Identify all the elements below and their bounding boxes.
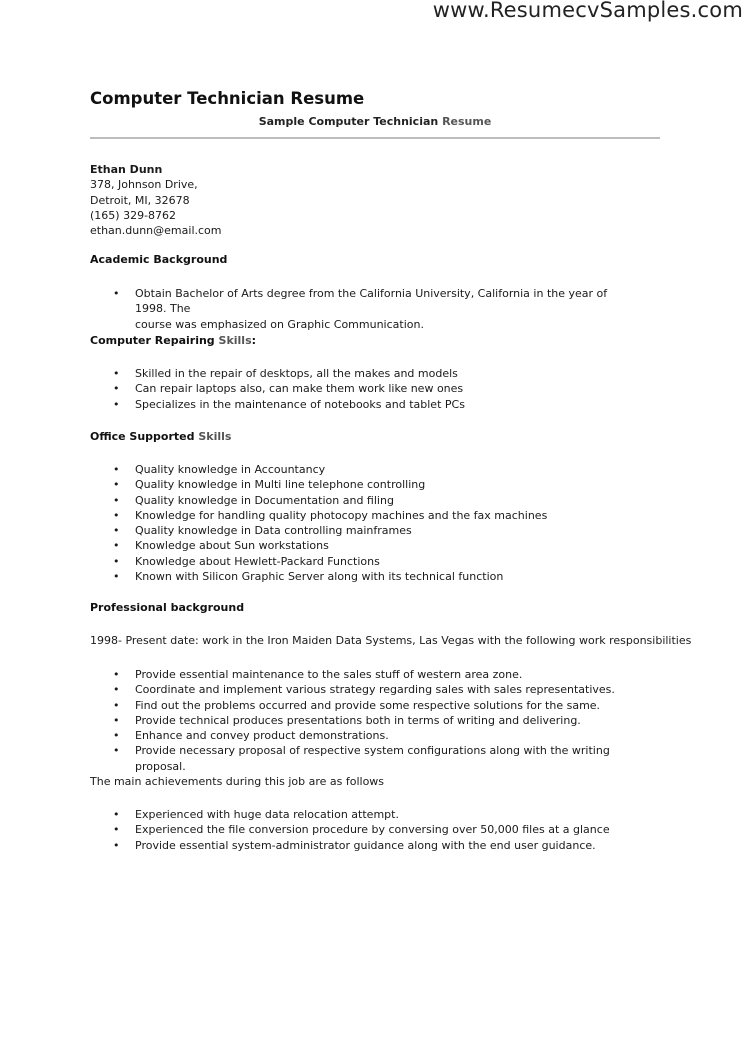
list-item-continuation: course was emphasized on Graphic Communication. — [135, 317, 424, 331]
bullet-icon: • — [113, 729, 120, 743]
list-item: • Knowledge about Sun workstations — [113, 539, 329, 553]
list-item: • Provide necessary proposal of respective system configurations along with the writing proposal. — [113, 744, 610, 773]
list-item: • Knowledge about Hewlett-Packard Functions — [113, 554, 380, 568]
list-item: • Experienced with huge data relocation attempt. — [113, 808, 399, 821]
bullet-icon: • — [113, 683, 120, 697]
list-item: • Quality knowledge in Multi line telephone controlling — [113, 478, 426, 492]
list-item: • Provide essential maintenance to the sales stuff of western area zone. — [113, 668, 523, 681]
contact-email: ethan.dunn@email.com — [90, 224, 222, 238]
bullet-icon: • — [113, 668, 120, 681]
site-url: www.ResumecvSamples.com — [432, 0, 743, 22]
bullet-icon: • — [113, 838, 120, 852]
list-item: • Quality knowledge in Documentation and filing — [113, 493, 394, 507]
bullet-icon: • — [113, 508, 120, 522]
bullet-icon: • — [113, 524, 120, 538]
bullet-icon: • — [113, 539, 120, 553]
achievements-intro: The main achievements during this job are as follows — [90, 775, 385, 788]
professional-heading: Professional background — [90, 601, 245, 614]
bullet-icon: • — [113, 554, 120, 568]
office-heading: Office Supported Skills — [90, 430, 232, 443]
bullet-icon: • — [113, 823, 120, 837]
bullet-icon: • — [113, 382, 120, 396]
responsibilities-list — [0, 667, 635, 774]
bullet-icon: • — [113, 744, 120, 758]
achievements-list — [0, 807, 635, 853]
professional-intro: 1998- Present date: work in the Iron Maiden Data Systems, Las Vegas with the following work responsibilities — [90, 634, 692, 647]
contact-phone: (165) 329-8762 — [90, 208, 177, 222]
bullet-icon: • — [113, 570, 120, 584]
contact-street: 378, Johnson Drive, — [90, 178, 198, 192]
bullet-icon: • — [113, 493, 120, 507]
bullet-icon: • — [113, 478, 120, 492]
repair-list — [0, 366, 635, 412]
subtitle-accent: Resume — [442, 115, 492, 128]
list-item: • Coordinate and implement various strategy regarding sales with sales representatives. — [113, 683, 615, 697]
list-item: • Provide technical produces presentations both in terms of writing and delivering. — [113, 713, 581, 727]
list-item: • Knowledge for handling quality photocopy machines and the fax machines — [113, 508, 548, 522]
academic-heading: Academic Background — [90, 253, 228, 266]
subtitle-main: Sample Computer Technician — [258, 115, 439, 128]
list-item: • Find out the problems occurred and provide some respective solutions for the same. — [113, 698, 601, 712]
list-item: • Quality knowledge in Accountancy — [113, 463, 326, 476]
list-item: • Known with Silicon Graphic Server along with its technical function — [113, 570, 504, 584]
list-item: • Provide essential system-administrator guidance along with the end user guidance. — [113, 838, 596, 852]
contact-city: Detroit, MI, 32678 — [90, 193, 190, 207]
list-item: • Specializes in the maintenance of notebooks and tablet PCs — [113, 397, 465, 411]
list-item: • Quality knowledge in Data controlling mainframes — [113, 524, 412, 538]
list-item: • Obtain Bachelor of Arts degree from the California University, California in the year of 1998. The — [113, 287, 608, 316]
subtitle — [0, 115, 750, 128]
bullet-icon: • — [113, 808, 120, 821]
header-divider — [90, 137, 660, 139]
list-item: • Can repair laptops also, can make them work like new ones — [113, 382, 464, 396]
list-item: • Experienced the file conversion procedure by conversing over 50,000 files at a glance — [113, 823, 610, 837]
office-list — [0, 462, 635, 584]
bullet-icon: • — [113, 713, 120, 727]
list-item: • Enhance and convey product demonstrations. — [113, 729, 389, 743]
contact-block — [90, 162, 221, 238]
contact-name: Ethan Dunn — [90, 163, 163, 176]
bullet-icon: • — [113, 397, 120, 411]
academic-list — [0, 286, 635, 332]
bullet-icon: • — [113, 463, 120, 476]
repair-heading: Computer Repairing Skills: — [90, 334, 257, 347]
page-title: Computer Technician Resume — [90, 89, 365, 108]
list-item: • Skilled in the repair of desktops, all the makes and models — [113, 367, 458, 380]
bullet-icon: • — [113, 698, 120, 712]
bullet-icon: • — [113, 367, 120, 380]
bullet-icon: • — [113, 287, 120, 300]
